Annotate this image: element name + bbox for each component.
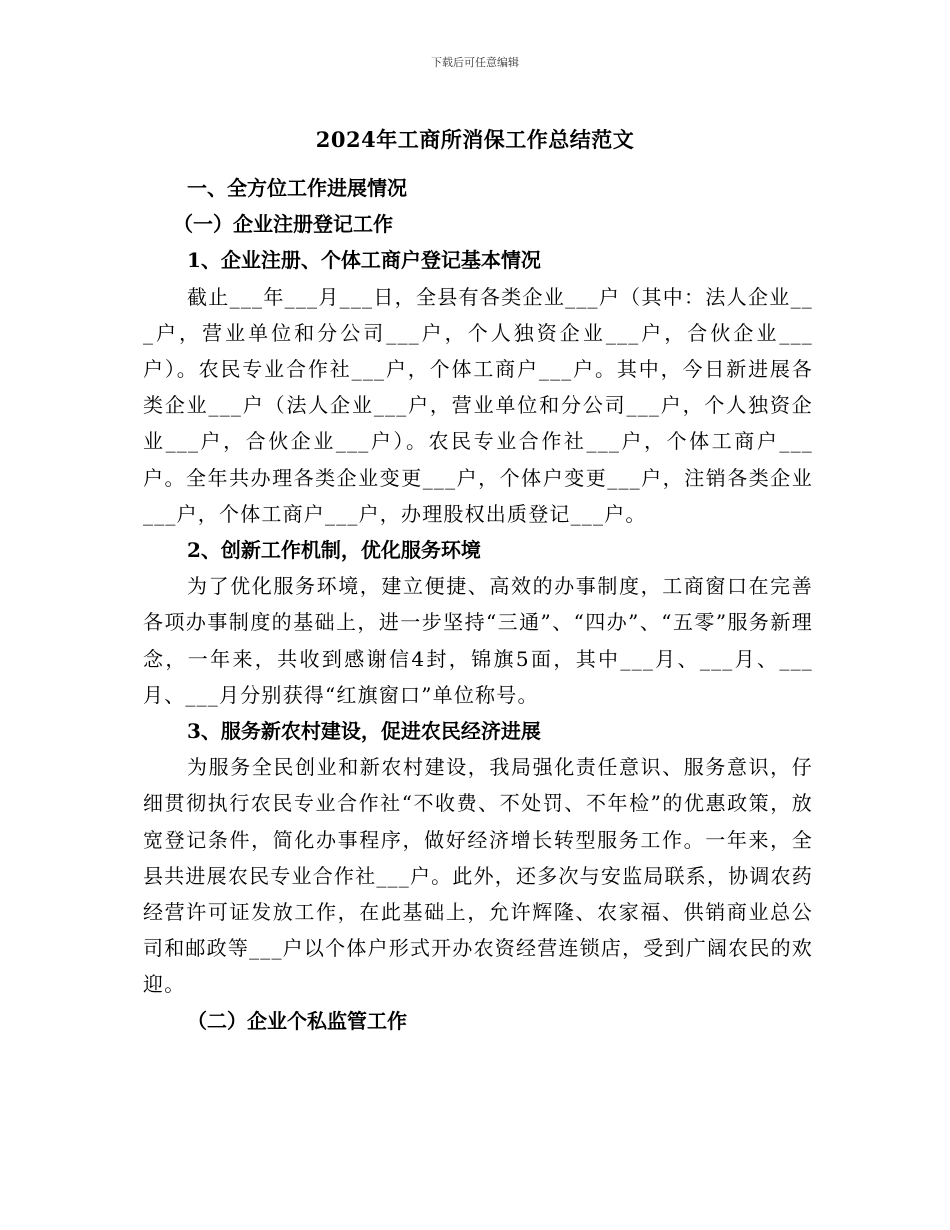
item-heading-1: 1、企业注册、个体工商户登记基本情况 xyxy=(187,248,541,273)
subsection-heading-1-2: （二）企业个私监管工作 xyxy=(187,1008,407,1033)
subsection-heading-1-1: （一）企业注册登记工作 xyxy=(173,212,393,237)
document-body xyxy=(143,170,813,1039)
item-paragraph-2: 为了优化服务环境，建立便捷、高效的办事制度，工商窗口在完善各项办事制度的基础上，进一步坚持“三通”、“四办”、“五零”服务新理念，一年来，共收到感谢信4封，锦旗5面，其中___月、___月、___月、___月分别获得“红旗窗口”单位称号。 xyxy=(143,574,813,707)
item-paragraph-3: 为服务全民创业和新农村建设，我局强化责任意识、服务意识，仔细贯彻执行农民专业合作社“不收费、不处罚、不年检”的优惠政策，放宽登记条件，简化办事程序，做好经济增长转型服务工作。一年来，全县共进展农民专业合作社___户。此外，还多次与安监局联系，协调农药经营许可证发放工作，在此基础上，允许辉隆、农家福、供销商业总公司和邮政等___户以个体户形式开办农资经营连锁店，受到广阔农民的欢迎。 xyxy=(143,755,813,997)
item-heading-3: 3、服务新农村建设，促进农民经济进展 xyxy=(187,719,541,744)
header-note: 下载后可任意编辑 xyxy=(431,56,519,69)
item-paragraph-1: 截止___年___月___日，全县有各类企业___户（其中：法人企业___户，营业单位和分公司___户，个人独资企业___户，合伙企业___户）。农民专业合作社___户，个体工商户___户。其中，今日新进展各类企业___户（法人企业___户，营业单位和分公司___户，个人独资企业___户，合伙企业___户）。农民专业合作社___户，个体工商户___户。全年共办理各类企业变更___户，个体户变更___户，注销各类企业___户，个体工商户___户，办理股权出质登记___户。 xyxy=(143,284,813,526)
section-heading-1: 一、全方位工作进展情况 xyxy=(187,176,407,200)
document-title: 2024年工商所消保工作总结范文 xyxy=(315,127,635,152)
item-heading-2: 2、创新工作机制，优化服务环境 xyxy=(187,538,481,563)
